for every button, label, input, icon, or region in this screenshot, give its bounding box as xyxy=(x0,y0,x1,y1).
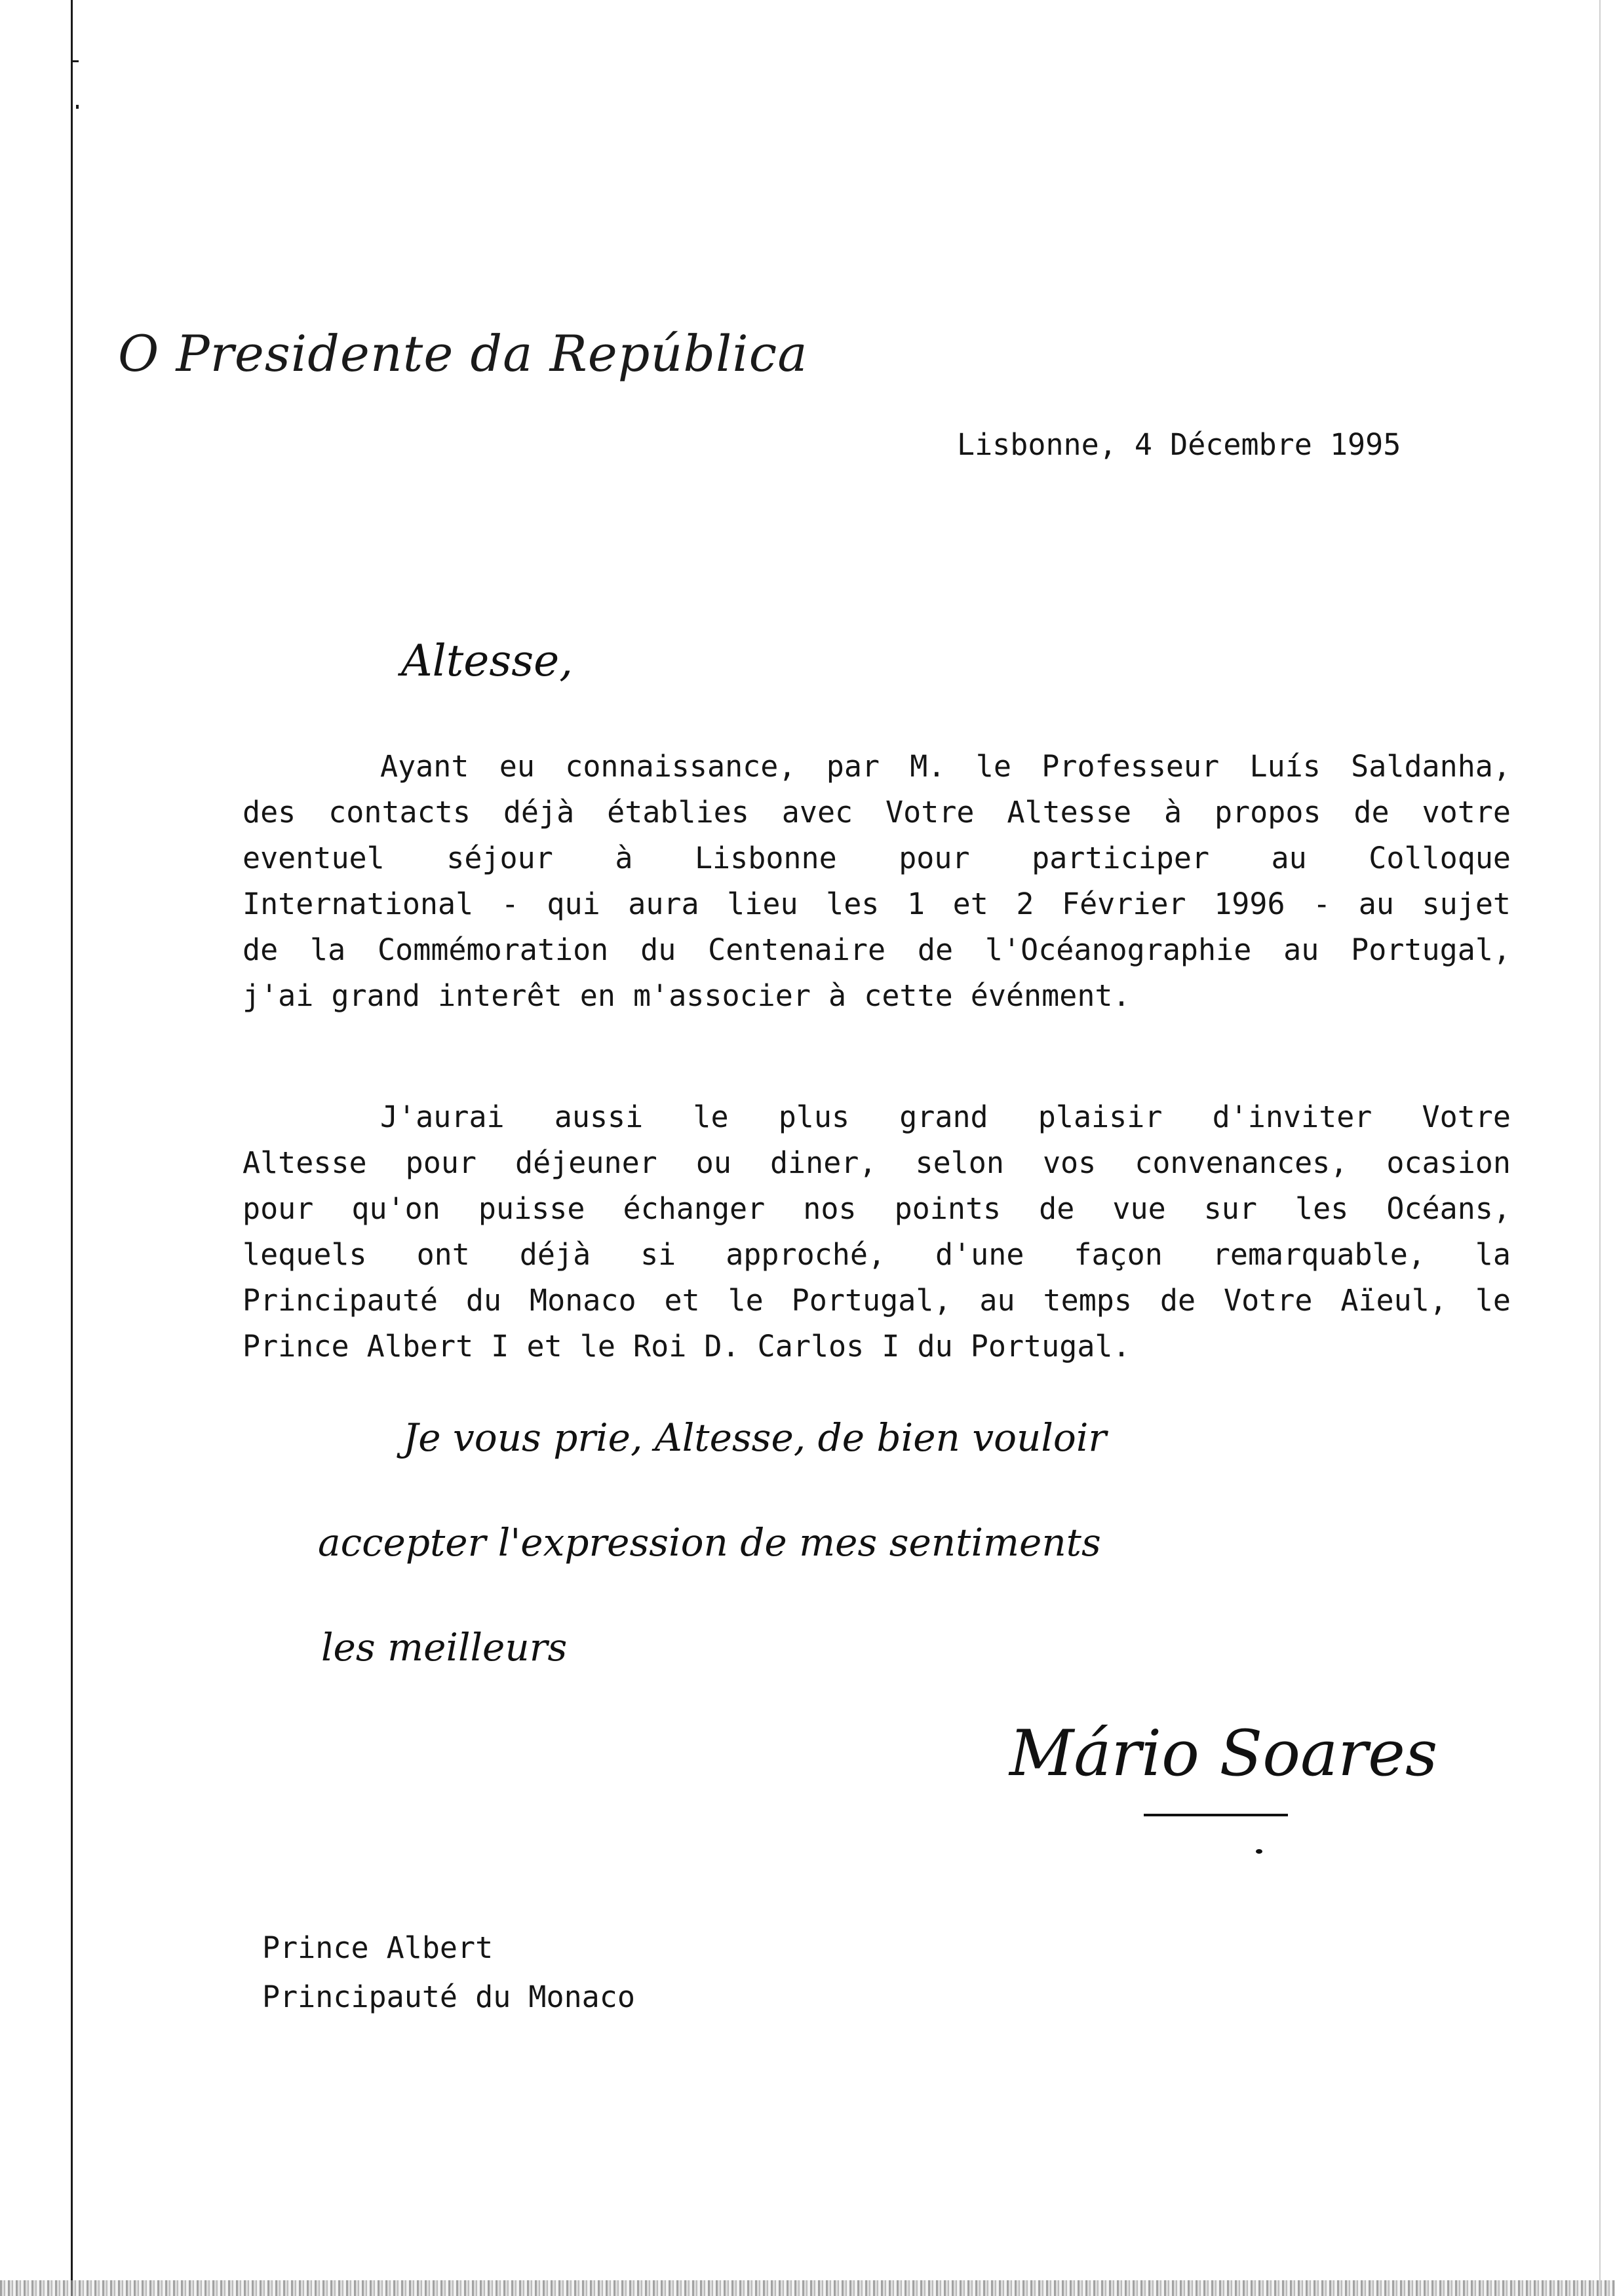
paragraph-1 xyxy=(243,744,1511,1019)
handwritten-closing-line: accepter l'expression de mes sentiments xyxy=(318,1520,1101,1565)
recipient-address xyxy=(262,1923,635,2021)
signature-underline xyxy=(1144,1814,1288,1816)
paragraph-line: J'aurai aussi le plus grand plaisir d'inviter Votre xyxy=(380,1100,1511,1134)
recipient-name: Prince Albert xyxy=(262,1930,494,1965)
signature-dot xyxy=(1256,1849,1262,1854)
letter-date: Lisbonne, 4 Décembre 1995 xyxy=(957,427,1401,462)
recipient-place: Principauté du Monaco xyxy=(262,1980,635,2014)
paragraph-line: des contacts déjà établies avec Votre Altesse à propos de votre xyxy=(243,795,1511,830)
handwritten-closing-line: Je vous prie, Altesse, de bien vouloir xyxy=(403,1415,1107,1460)
paragraph-line: de la Commémoration du Centenaire de l'Océanographie au Portugal, xyxy=(243,932,1511,967)
handwritten-closing-line: les meilleurs xyxy=(321,1625,568,1670)
scan-mark xyxy=(71,60,79,62)
paragraph-line: Principauté du Monaco et le Portugal, au temps de Votre Aïeul, le xyxy=(243,1283,1511,1318)
salutation: Altesse, xyxy=(401,636,574,686)
paragraph-line: pour qu'on puisse échanger nos points de vue sur les Océans, xyxy=(243,1191,1511,1226)
scan-border-right xyxy=(1599,0,1601,2296)
paragraph-line: eventuel séjour à Lisbonne pour participer au Colloque xyxy=(243,841,1511,875)
paragraph-line: International - qui aura lieu les 1 et 2 Février 1996 - au sujet xyxy=(243,887,1511,921)
paragraph-line: Ayant eu connaissance, par M. le Professeur Luís Saldanha, xyxy=(380,749,1511,784)
scan-border-left xyxy=(71,0,73,2296)
scan-mark xyxy=(76,105,79,109)
paragraph-line: Altesse pour déjeuner ou diner, selon vos convenances, ocasion xyxy=(243,1145,1511,1180)
paragraph-line: Prince Albert I et le Roi D. Carlos I du Portugal. xyxy=(243,1329,1131,1364)
letterhead: O Presidente da República xyxy=(118,324,808,383)
signature xyxy=(1009,1691,1438,1861)
paragraph-2 xyxy=(243,1094,1511,1369)
scan-noise-bottom xyxy=(0,2280,1615,2296)
signature-text: Mário Soares xyxy=(1009,1717,1438,1790)
paragraph-line: j'ai grand interêt en m'associer à cette événment. xyxy=(243,978,1131,1013)
paragraph-line: lequels ont déjà si approché, d'une façon remarquable, la xyxy=(243,1237,1511,1272)
